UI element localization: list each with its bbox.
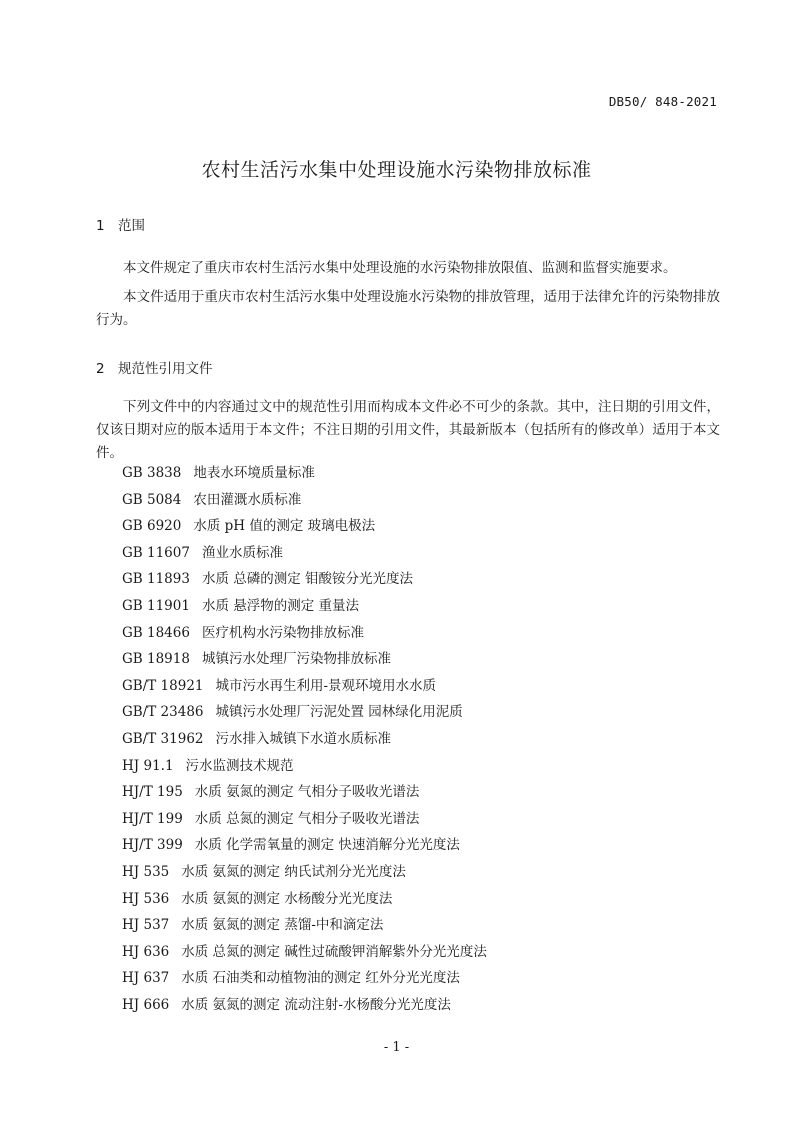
- reference-title: 农田灌溉水质标准: [193, 491, 302, 508]
- page-number: - 1 -: [383, 1040, 410, 1055]
- section-title: 规范性引用文件: [118, 361, 213, 377]
- reference-title: 水质 总磷的测定 钼酸铵分光光度法: [201, 571, 414, 588]
- reference-code: GB 18918: [122, 651, 190, 668]
- reference-code: GB 11893: [122, 571, 190, 588]
- reference-code: GB 18466: [122, 624, 190, 641]
- section-number: 1: [96, 218, 105, 234]
- reference-title: 水质 悬浮物的测定 重量法: [201, 597, 360, 614]
- reference-item: [122, 779, 487, 806]
- reference-title: 水质 氨氮的测定 蒸馏-中和滴定法: [181, 917, 384, 934]
- reference-code: HJ 535: [122, 863, 170, 880]
- reference-title: 水质 氨氮的测定 纳氏试剂分光光度法: [181, 863, 406, 880]
- reference-item: [122, 726, 487, 753]
- reference-title: 医疗机构水污染物排放标准: [201, 624, 364, 641]
- reference-code: HJ 666: [122, 996, 170, 1013]
- reference-code: HJ 91.1: [122, 757, 174, 774]
- reference-item: [122, 992, 487, 1019]
- reference-title: 水质 总氮的测定 气相分子吸收光谱法: [194, 810, 420, 827]
- reference-title: 城市污水再生利用-景观环境用水水质: [215, 677, 437, 694]
- reference-code: GB 5084: [122, 491, 182, 508]
- reference-item: [122, 513, 487, 540]
- reference-title: 水质 总氮的测定 碱性过硫酸钾消解紫外分光光度法: [181, 943, 487, 960]
- reference-code: HJ/T 195: [122, 784, 183, 801]
- reference-title: 水质 氨氮的测定 气相分子吸收光谱法: [194, 784, 420, 801]
- section-number: 2: [96, 361, 105, 377]
- reference-title: 渔业水质标准: [201, 544, 283, 561]
- references-intro-paragraph: 下列文件中的内容通过文中的规范性引用而构成本文件必不可少的条款。其中，注日期的引用文件，仅该日期对应的版本适用于本文件；不注日期的引用文件，其最新版本（包括所有的修改单）适用于本文件。: [96, 399, 720, 461]
- reference-title: 城镇污水处理厂污染物排放标准: [201, 651, 391, 668]
- reference-item: [122, 620, 487, 647]
- reference-code: HJ/T 199: [122, 810, 183, 827]
- reference-title: 污水排入城镇下水道水质标准: [215, 730, 391, 747]
- reference-list: [122, 460, 487, 1018]
- document-code: DB50/ 848-2021: [608, 94, 717, 109]
- section-title: 范围: [118, 218, 145, 234]
- reference-item: [122, 487, 487, 514]
- reference-code: HJ 637: [122, 970, 170, 987]
- section-heading-scope: [96, 214, 145, 234]
- reference-title: 水质 石油类和动植物油的测定 红外分光光度法: [181, 970, 460, 987]
- reference-title: 水质 氨氮的测定 流动注射-水杨酸分光光度法: [181, 996, 451, 1013]
- reference-item: [122, 593, 487, 620]
- section-heading-references: [96, 357, 213, 377]
- reference-code: HJ 537: [122, 917, 170, 934]
- reference-item: [122, 753, 487, 780]
- scope-paragraph-2: 本文件适用于重庆市农村生活污水集中处理设施水污染物的排放管理，适用于法律允许的污染物排放行为。: [96, 289, 720, 328]
- reference-code: HJ 636: [122, 943, 170, 960]
- reference-item: [122, 673, 487, 700]
- reference-code: HJ/T 399: [122, 837, 183, 854]
- reference-code: GB/T 23486: [122, 704, 204, 721]
- reference-code: GB/T 31962: [122, 730, 204, 747]
- reference-code: GB 3838: [122, 465, 182, 481]
- reference-item: [122, 540, 487, 567]
- reference-item: [122, 939, 487, 966]
- reference-item: [122, 699, 487, 726]
- reference-code: GB 6920: [122, 518, 182, 535]
- reference-item: [122, 965, 487, 992]
- reference-title: 地表水环境质量标准: [193, 465, 315, 481]
- reference-title: 城镇污水处理厂污泥处置 园林绿化用泥质: [215, 704, 463, 721]
- reference-code: GB 11607: [122, 544, 190, 561]
- reference-code: GB/T 18921: [122, 677, 204, 694]
- reference-item: [122, 859, 487, 886]
- reference-code: GB 11901: [122, 597, 190, 614]
- reference-item: [122, 646, 487, 673]
- reference-item: [122, 832, 487, 859]
- reference-title: 水质 pH 值的测定 玻璃电极法: [193, 518, 376, 535]
- reference-code: HJ 536: [122, 890, 170, 907]
- reference-item: [122, 912, 487, 939]
- reference-item: [122, 460, 487, 487]
- scope-paragraph-1: 本文件规定了重庆市农村生活污水集中处理设施的水污染物排放限值、监测和监督实施要求。: [123, 260, 677, 276]
- reference-item: [122, 886, 487, 913]
- document-title: 农村生活污水集中处理设施水污染物排放标准: [201, 159, 592, 181]
- reference-title: 水质 氨氮的测定 水杨酸分光光度法: [181, 890, 393, 907]
- reference-title: 水质 化学需氧量的测定 快速消解分光光度法: [194, 837, 460, 854]
- reference-item: [122, 806, 487, 833]
- reference-item: [122, 566, 487, 593]
- reference-title: 污水监测技术规范: [185, 757, 294, 774]
